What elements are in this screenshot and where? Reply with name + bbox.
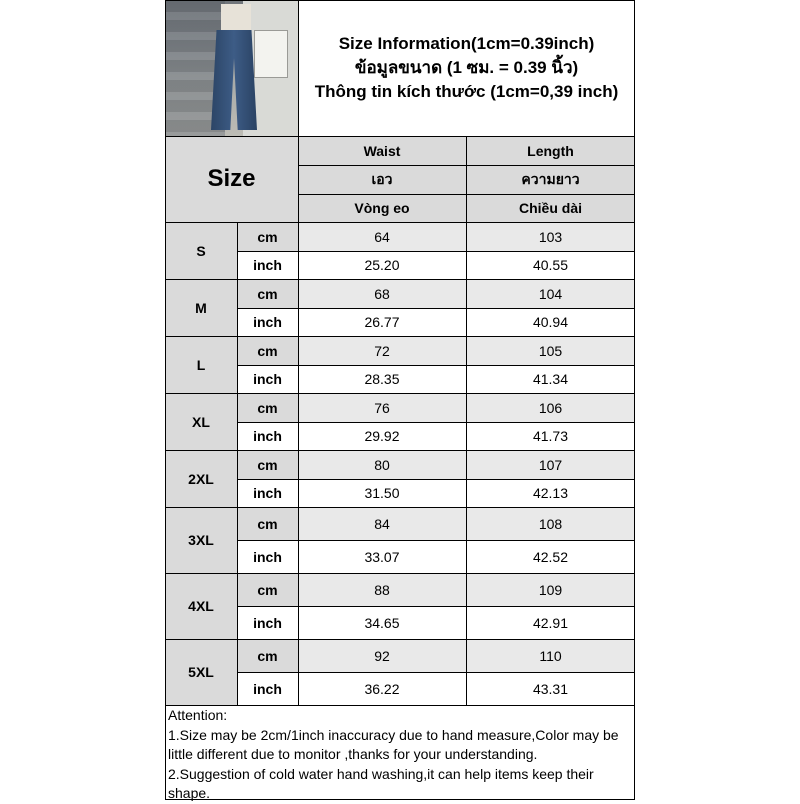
length-cm-value: 110 xyxy=(466,639,635,672)
border-top xyxy=(165,0,635,1)
length-inch-value: 41.34 xyxy=(466,365,635,393)
unit-cm-label: cm xyxy=(237,639,298,672)
waist-header-th: เอว xyxy=(298,165,466,194)
length-inch-value: 42.13 xyxy=(466,479,635,507)
waist-inch-value: 29.92 xyxy=(298,422,466,450)
unit-inch-label: inch xyxy=(237,365,298,393)
waist-inch-value: 28.35 xyxy=(298,365,466,393)
length-inch-value: 43.31 xyxy=(466,672,635,705)
unit-inch-label: inch xyxy=(237,606,298,639)
length-cm-value: 109 xyxy=(466,573,635,606)
waist-inch-value: 33.07 xyxy=(298,540,466,573)
size-label: 4XL xyxy=(165,573,237,639)
border-right xyxy=(634,0,635,800)
waist-inch-value: 25.20 xyxy=(298,251,466,279)
waist-cm-value: 84 xyxy=(298,507,466,540)
grid-line xyxy=(237,606,635,607)
grid-line xyxy=(237,422,635,423)
length-cm-value: 103 xyxy=(466,222,635,251)
attention-notes xyxy=(165,706,635,801)
waist-inch-value: 26.77 xyxy=(298,308,466,336)
waist-cm-value: 92 xyxy=(298,639,466,672)
size-label: M xyxy=(165,279,237,336)
unit-inch-label: inch xyxy=(237,672,298,705)
unit-cm-label: cm xyxy=(237,573,298,606)
unit-cm-label: cm xyxy=(237,279,298,308)
length-inch-value: 41.73 xyxy=(466,422,635,450)
grid-line xyxy=(237,672,635,673)
length-header-th: ความยาว xyxy=(466,165,635,194)
waist-inch-value: 34.65 xyxy=(298,606,466,639)
size-label: S xyxy=(165,222,237,279)
header-top-line xyxy=(165,136,635,137)
size-label: 3XL xyxy=(165,507,237,573)
grid-line xyxy=(165,222,635,223)
title-line-1: Size Information(1cm=0.39inch) xyxy=(338,34,595,53)
length-header-en: Length xyxy=(466,136,635,165)
grid-line xyxy=(237,251,635,252)
waist-header-en: Waist xyxy=(298,136,466,165)
waist-header-vi: Vòng eo xyxy=(298,194,466,222)
grid-line xyxy=(237,308,635,309)
unit-cm-label: cm xyxy=(237,450,298,479)
unit-cm-label: cm xyxy=(237,507,298,540)
length-inch-value: 42.91 xyxy=(466,606,635,639)
waist-cm-value: 72 xyxy=(298,336,466,365)
size-label: 2XL xyxy=(165,450,237,507)
border-left xyxy=(165,0,166,800)
title-block xyxy=(298,0,635,136)
unit-cm-label: cm xyxy=(237,336,298,365)
waist-cm-value: 80 xyxy=(298,450,466,479)
title-line-2: ข้อมูลขนาด (1 ซม. = 0.39 นิ้ว) xyxy=(354,58,579,77)
waist-inch-value: 36.22 xyxy=(298,672,466,705)
length-cm-value: 105 xyxy=(466,336,635,365)
size-label: L xyxy=(165,336,237,393)
unit-cm-label: cm xyxy=(237,393,298,422)
waist-cm-value: 64 xyxy=(298,222,466,251)
unit-cm-label: cm xyxy=(237,222,298,251)
unit-inch-label: inch xyxy=(237,251,298,279)
waist-cm-value: 68 xyxy=(298,279,466,308)
size-label: 5XL xyxy=(165,639,237,705)
grid-line xyxy=(165,450,635,451)
notes-heading: Attention: xyxy=(168,707,228,723)
waist-inch-value: 31.50 xyxy=(298,479,466,507)
length-inch-value: 40.94 xyxy=(466,308,635,336)
unit-inch-label: inch xyxy=(237,422,298,450)
grid-line xyxy=(237,479,635,480)
grid-line xyxy=(237,222,238,705)
size-label: XL xyxy=(165,393,237,450)
grid-line xyxy=(165,573,635,574)
length-inch-value: 40.55 xyxy=(466,251,635,279)
grid-line xyxy=(165,393,635,394)
unit-inch-label: inch xyxy=(237,479,298,507)
grid-line xyxy=(165,507,635,508)
length-cm-value: 106 xyxy=(466,393,635,422)
length-cm-value: 104 xyxy=(466,279,635,308)
length-cm-value: 108 xyxy=(466,507,635,540)
waist-cm-value: 76 xyxy=(298,393,466,422)
grid-line xyxy=(165,336,635,337)
unit-inch-label: inch xyxy=(237,308,298,336)
size-header: Size xyxy=(165,136,298,222)
notes-item-1: 1.Size may be 2cm/1inch inaccuracy due to hand measure,Color may be little different due to monitor ,thanks for your understanding. xyxy=(168,726,619,762)
photo-divider xyxy=(298,0,299,136)
unit-inch-label: inch xyxy=(237,540,298,573)
notes-item-2: 2.Suggestion of cold water hand washing,it can help items keep their shape. xyxy=(168,765,594,801)
title-line-3: Thông tin kích thước (1cm=0,39 inch) xyxy=(314,82,619,101)
grid-line xyxy=(165,639,635,640)
length-header-vi: Chiều dài xyxy=(466,194,635,222)
waist-cm-value: 88 xyxy=(298,573,466,606)
size-chart xyxy=(165,0,635,800)
length-cm-value: 107 xyxy=(466,450,635,479)
grid-line xyxy=(165,279,635,280)
grid-line xyxy=(237,365,635,366)
length-inch-value: 42.52 xyxy=(466,540,635,573)
grid-line xyxy=(237,540,635,541)
